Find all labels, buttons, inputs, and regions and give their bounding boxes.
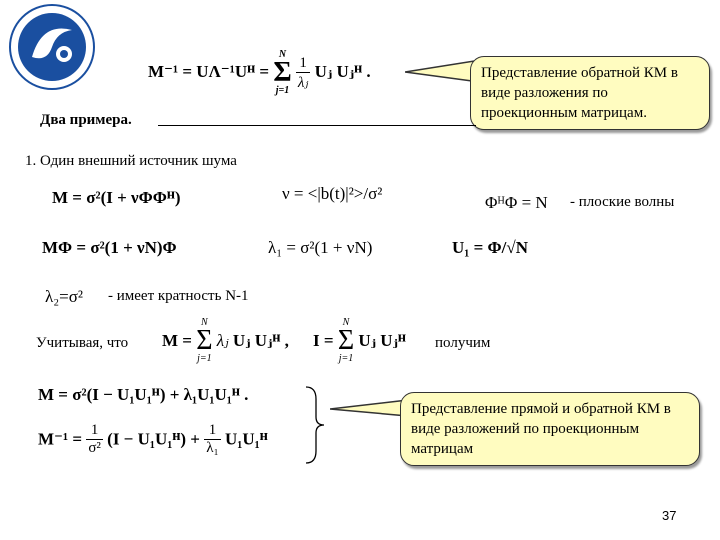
equation-M-sum: M = N Σ j=1 λⱼ Uⱼ Uⱼᴴ ,	[162, 317, 289, 364]
top-equation-lhs: M⁻¹ = UΛ⁻¹Uᴴ =	[148, 61, 270, 81]
equation-Minv-result: M⁻¹ = $\frac{1}{\text{σ²}}$ (I − U₁U₁ᴴ) + $\frac{1}{\text{λ₁}}$ U₁U₁ᴴ	[38, 422, 268, 456]
summation: N Σ j=1	[273, 49, 292, 96]
top-equation	[148, 50, 371, 96]
given-label: Учитывая, что	[36, 335, 129, 351]
callout-pointer-bottom	[330, 398, 410, 418]
equation-M-result: M = σ²(I − U₁U₁ᴴ) + λ₁U₁U₁ᴴ .	[38, 385, 249, 404]
equation-lambda1: λ₁ = σ²(1 + νN)	[268, 238, 373, 257]
right-brace	[302, 385, 326, 465]
equation-M: M = σ²(I + νΦΦᴴ)	[52, 188, 181, 207]
equation-phi: ΦᴴΦ = N	[485, 193, 548, 212]
equation-MPhi: MΦ = σ²(1 + νN)Φ	[42, 238, 177, 257]
equation-U1: U₁ = Φ/√N	[452, 238, 528, 257]
section-title: Два примера.	[40, 112, 132, 128]
obtain-label: получим	[435, 335, 491, 351]
equation-I-sum: I = N Σ j=1 Uⱼ Uⱼᴴ	[313, 317, 406, 364]
example-title: 1. Один внешний источник шума	[25, 153, 237, 169]
plane-waves-label: - плоские волны	[570, 194, 675, 210]
page-number: 37	[662, 508, 677, 523]
multiplicity-label: - имеет кратность N-1	[108, 288, 249, 304]
fraction: $\frac{1}{\text{λⱼ}}$	[297, 54, 309, 91]
callout-bottom: Представление прямой и обратной КМ в виде разложений по проекционным матрицам	[400, 392, 700, 466]
callout-top: Представление обратной КМ в виде разложения по проекционным матрицам.	[470, 56, 710, 130]
equation-lambda2: λ₂=σ²	[45, 287, 84, 306]
top-equation-term: Uⱼ Uⱼᴴ .	[314, 61, 371, 81]
university-seal-logo	[2, 2, 102, 92]
section-rule	[158, 125, 476, 126]
equation-nu: ν = <|b(t)|²>/σ²	[282, 184, 383, 203]
